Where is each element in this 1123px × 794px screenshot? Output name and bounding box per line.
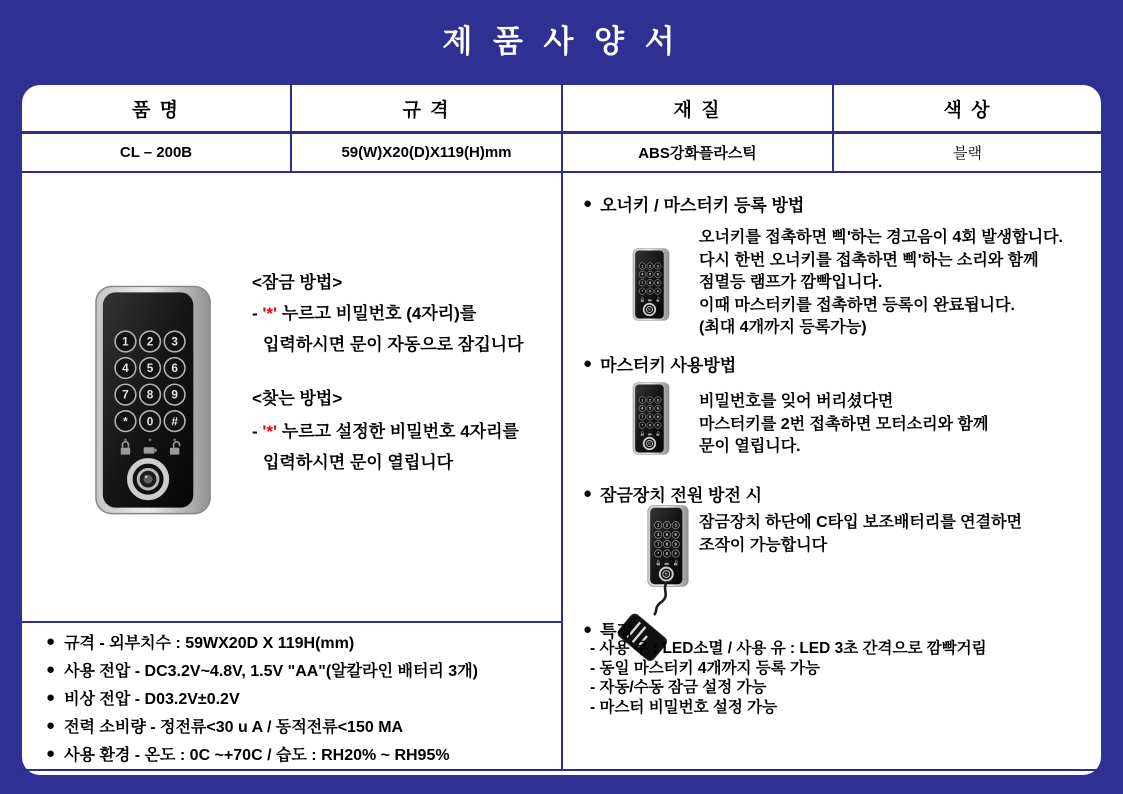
keypad-key-label: 5: [649, 406, 652, 411]
panel-bottom-border: [22, 769, 1101, 771]
find-method-step2: 입력하시면 문이 열립니다: [263, 453, 454, 472]
description-line: 잠금장치 하단에 C타입 보조배터리를 연결하면: [699, 514, 1023, 531]
masterkey-usage-description: [699, 391, 988, 459]
keypad-key-label: 4: [641, 406, 644, 411]
keypad-key-label: 7: [122, 387, 129, 402]
indicator-dot: [650, 431, 651, 432]
keypad-key-label: 4: [641, 272, 644, 277]
keypad-key-label: 2: [649, 264, 652, 269]
spec-item-text: 사용 환경 - 온도 : 0C ~+70C / 습도 : RH20% ~ RH95%: [64, 746, 450, 764]
keypad-key-label: 9: [656, 281, 659, 286]
keypad-key-label: #: [674, 550, 677, 556]
keypad-key-label: 0: [146, 414, 154, 429]
indicator-dot: [642, 431, 643, 432]
keypad-key-label: 1: [641, 264, 644, 269]
keypad-key-label: 8: [146, 387, 154, 402]
keypad-key-label: 4: [657, 532, 660, 538]
keypad-key-label: 2: [649, 398, 652, 403]
bullet-icon: ●: [583, 355, 593, 372]
bullet-icon: ●: [46, 716, 56, 734]
dash: -: [252, 304, 263, 323]
feature-item: - 마스터 비밀번호 설정 가능: [590, 698, 778, 716]
product-photo-main: [94, 282, 212, 518]
indicator-dot: [642, 297, 643, 298]
keypad-key-label: 1: [641, 398, 644, 403]
keypad-key-label: 8: [649, 415, 652, 420]
feature-item: - 사용 무 : LED소멸 / 사용 유 : LED 3초 간격으로 깜빡거림: [590, 640, 987, 657]
keypad-key-label: 6: [171, 361, 178, 376]
value-color: 블랙: [953, 144, 982, 162]
description-line: 조작이 가능합니다: [699, 537, 828, 554]
section-title-masterkey-usage: [583, 351, 736, 376]
section-title-text: 마스터키 사용방법: [600, 356, 737, 375]
description-line: 다시 한번 오너키를 접촉하면 삑'하는 소리와 함께: [699, 251, 1039, 269]
keypad-key-label: 7: [657, 541, 660, 547]
cabinet-lock-illustration: [94, 282, 212, 518]
header-material: 재 질: [673, 99, 722, 121]
product-photo-small-2: [628, 382, 674, 455]
keypad-key-label: 6: [674, 532, 677, 538]
keypad-key-label: 9: [171, 387, 178, 402]
indicator-dot: [657, 431, 658, 432]
spec-item: [38, 683, 568, 711]
keypad-key-label: 5: [146, 361, 154, 376]
keypad-key-label: 6: [656, 272, 659, 277]
product-photo-small-1: [628, 248, 674, 321]
bullet-icon: ●: [583, 621, 593, 638]
asterisk-key-text: '*': [262, 304, 278, 323]
indicator-dot: [675, 560, 676, 561]
spec-item: [38, 655, 568, 683]
indicator-dot: [666, 560, 667, 561]
keypad-key-label: #: [171, 414, 178, 429]
keypad-key-label: 8: [665, 541, 669, 547]
description-line: 비밀번호를 잊어 버리셨다면: [699, 393, 894, 410]
indicator-dot: [658, 560, 659, 561]
cabinet-lock-illustration: [642, 505, 694, 587]
indicator-dot: [173, 438, 176, 441]
dash: -: [252, 422, 263, 441]
product-photo-small-3: [642, 505, 694, 587]
keypad-key-label: 3: [674, 522, 677, 528]
spec-item: [38, 627, 568, 655]
keypad-key-label: *: [123, 414, 128, 429]
keypad-key-label: *: [641, 423, 644, 428]
indicator-dot: [650, 297, 651, 298]
find-method-step: [252, 417, 519, 442]
asterisk-key-text: '*': [262, 422, 278, 441]
battery-cable: [654, 581, 668, 615]
keypad-key-label: 2: [665, 522, 669, 528]
keypad-key-label: 2: [146, 334, 154, 349]
description-line: 마스터키를 2번 접촉하면 모터소리와 함께: [699, 415, 989, 433]
key-registration-description: [699, 227, 1063, 340]
header-product-name: 품 명: [132, 99, 180, 121]
keypad-key-label: 1: [657, 522, 660, 528]
bullet-icon: ●: [583, 195, 593, 212]
keypad-key-label: 6: [656, 406, 659, 411]
keypad-key-label: 0: [649, 289, 652, 294]
spec-item-text: 전력 소비량 - 정전류<30 u A / 동적전류<150 MA: [64, 718, 404, 736]
description-line: 문이 열립니다.: [699, 438, 801, 455]
bullet-icon: ●: [46, 744, 56, 762]
keypad-key-label: 9: [674, 541, 677, 547]
find-method-title: <찾는 방법>: [252, 389, 343, 408]
description-line: 오너키를 접촉하면 삑'하는 경고음이 4회 발생합니다.: [699, 229, 1063, 246]
bullet-icon: ●: [46, 688, 56, 706]
keypad-key-label: #: [656, 289, 659, 294]
description-line: (최대 4개까지 등록가능): [699, 319, 867, 336]
indicator-dot: [149, 438, 152, 441]
keypad-key-label: 3: [171, 334, 178, 349]
keypad-key-label: 7: [641, 281, 644, 286]
lock-method-step2: 입력하시면 문이 자동으로 잠깁니다: [263, 335, 524, 354]
feature-item: - 동일 마스터키 4개까지 등록 가능: [590, 659, 820, 677]
description-line: 이때 마스터키를 접촉하면 등록이 완료됩니다.: [699, 296, 1015, 314]
value-material: ABS강화플라스틱: [638, 144, 757, 162]
indicator-dot: [124, 438, 127, 441]
cabinet-lock-illustration: [628, 248, 674, 321]
keypad-key-label: 3: [656, 264, 659, 269]
lock-method-step-text: 누르고 비밀번호 (4자리)를: [277, 304, 477, 323]
lock-method-step: [252, 299, 476, 324]
value-product-name: CL – 200B: [119, 143, 193, 161]
section-title-text: 특징: [600, 622, 633, 641]
keypad-key-label: #: [656, 423, 659, 428]
keypad-key-label: 0: [649, 423, 652, 428]
value-dimensions: 59(W)X20(D)X119(H)mm: [341, 143, 512, 161]
section-title-key-registration: [583, 191, 804, 216]
section-title-text: 잠금장치 전원 방전 시: [600, 486, 763, 505]
keypad-key-label: 0: [665, 550, 669, 556]
find-method-step-text: 누르고 설정한 비밀번호 4자리를: [277, 422, 519, 441]
bullet-icon: ●: [583, 485, 593, 502]
spec-item-text: 규격 - 외부치수 : 59WX20D X 119H(mm): [64, 634, 355, 652]
keypad-key-label: 7: [641, 415, 644, 420]
header-dimensions: 규 격: [402, 99, 451, 121]
keypad-key-label: 4: [122, 361, 129, 376]
power-discharge-description: [699, 511, 1022, 557]
lock-method-title: <잠금 방법>: [252, 273, 343, 292]
keypad-key-label: 5: [649, 272, 652, 277]
spec-bullet-list: [38, 627, 568, 767]
header-color: 색 상: [943, 99, 992, 121]
keypad-key-label: 5: [665, 532, 669, 538]
page-title: 제 품 사 양 서: [442, 24, 681, 59]
feature-item: - 자동/수동 잠금 설정 가능: [590, 679, 767, 696]
spec-item-text: 비상 전압 - D03.2V±0.2V: [64, 690, 240, 708]
cabinet-lock-illustration: [628, 382, 674, 455]
bullet-icon: ●: [46, 660, 56, 678]
section-title-text: 오너키 / 마스터키 등록 방법: [600, 196, 805, 215]
bullet-icon: ●: [46, 632, 56, 650]
spec-sheet-panel: [22, 85, 1101, 775]
indicator-dot: [657, 297, 658, 298]
spec-item-text: 사용 전압 - DC3.2V~4.8V, 1.5V "AA"(알칼라인 배터리 3개): [64, 662, 478, 680]
keypad-key-label: 8: [649, 281, 652, 286]
keypad-key-label: 1: [122, 334, 129, 349]
section-title-power-discharge: [583, 481, 762, 506]
spec-item: [38, 711, 568, 739]
keypad-key-label: *: [657, 550, 660, 556]
keypad-key-label: *: [641, 289, 644, 294]
keypad-key-label: 3: [656, 398, 659, 403]
spec-item: [38, 739, 568, 767]
left-section-divider: [22, 621, 562, 623]
keypad-key-label: 9: [656, 415, 659, 420]
feature-list: [590, 639, 987, 717]
description-line: 점멸등 램프가 깜빡입니다.: [699, 274, 883, 291]
